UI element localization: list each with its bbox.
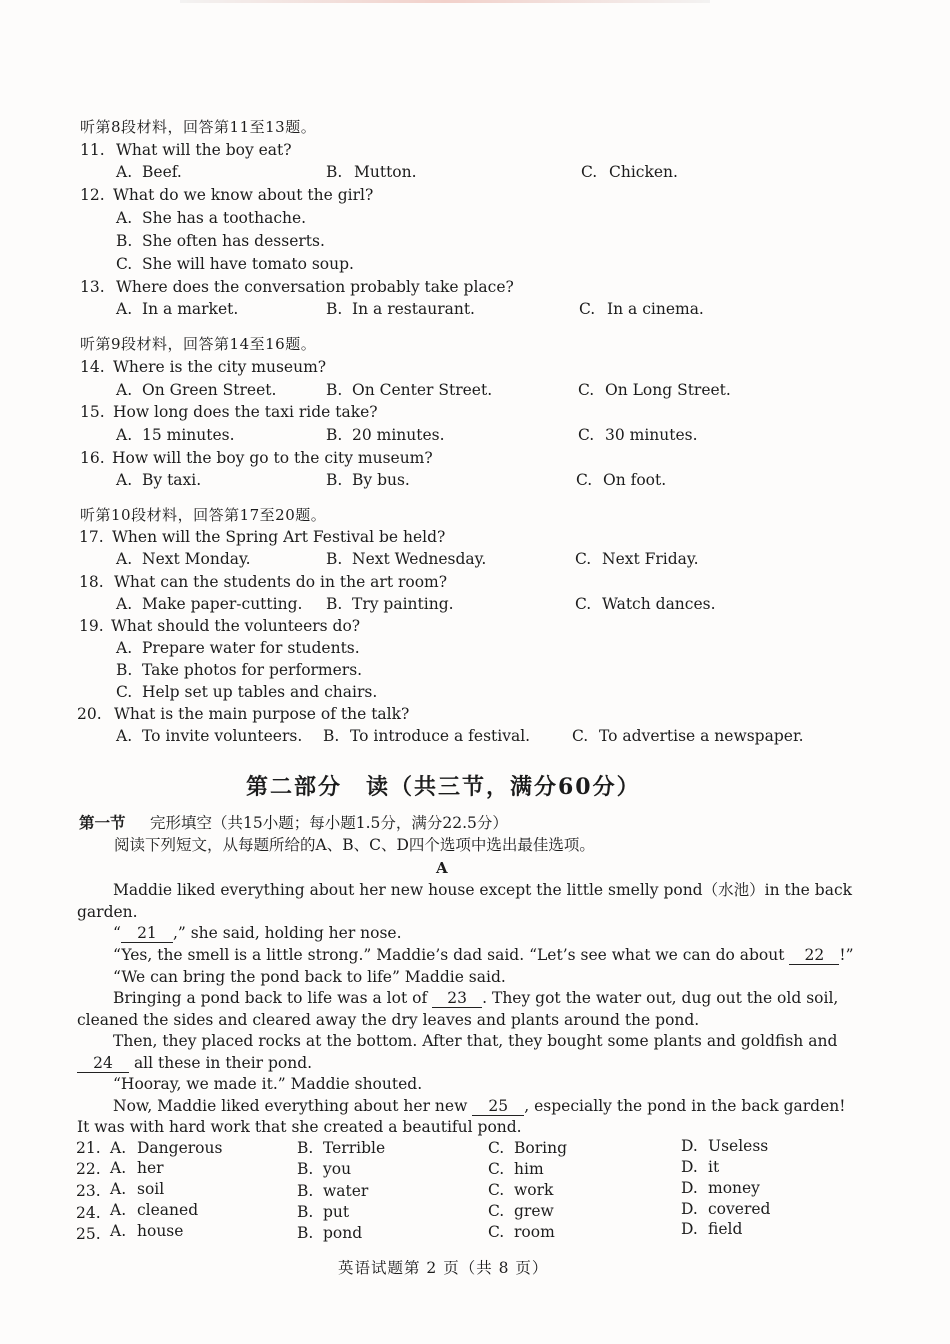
option-label: D. [681, 1137, 698, 1155]
question-number: 13. [80, 278, 105, 296]
question-text: What do we know about the girl? [113, 186, 374, 204]
question-number: 12. [80, 186, 105, 204]
passage-line: Then, they placed rocks at the bottom. After that, they bought some plants and goldfish and [113, 1032, 838, 1050]
option-label: A. [110, 1222, 127, 1240]
page-footer: 英语试题第 2 页（共 8 页） [338, 1259, 549, 1277]
option-text: Dangerous [137, 1139, 223, 1157]
option-text: She has a toothache. [142, 209, 307, 227]
option-label: C. [116, 683, 133, 701]
option-text: 30 minutes. [605, 426, 698, 444]
option-label: B. [297, 1182, 314, 1200]
option-text: Beef. [142, 163, 182, 181]
option-label: B. [116, 232, 133, 250]
option-label: A. [110, 1180, 127, 1198]
cloze-number: 24. [76, 1204, 101, 1222]
question-number: 15. [80, 403, 105, 421]
option-text: Watch dances. [602, 595, 716, 613]
option-label: C. [488, 1202, 505, 1220]
option-label: C. [488, 1139, 505, 1157]
option-label: A. [116, 727, 133, 745]
section-header: 听第9段材料，回答第14至16题。 [80, 335, 317, 353]
option-label: A. [116, 163, 133, 181]
question-text: Where does the conversation probably take place? [116, 278, 514, 296]
option-text: soil [137, 1180, 165, 1198]
option-label: C. [572, 727, 589, 745]
option-label: B. [326, 550, 343, 568]
option-text: house [137, 1222, 184, 1240]
option-text: Make paper-cutting. [142, 595, 303, 613]
passage-line: Bringing a pond back to life was a lot of 23 . They got the water out, dug out the old soil, [113, 989, 839, 1007]
passage-line: “Hooray, we made it.” Maddie shouted. [113, 1075, 423, 1093]
passage-line: cleaned the sides and cleared away the dry leaves and plants around the pond. [77, 1011, 700, 1029]
option-text: room [514, 1223, 555, 1241]
option-label: B. [297, 1224, 314, 1242]
question-text: When will the Spring Art Festival be held? [112, 528, 446, 546]
option-label: D. [681, 1200, 698, 1218]
option-text: 15 minutes. [142, 426, 235, 444]
blank-23: 23 [432, 989, 482, 1008]
option-text: Boring [514, 1139, 567, 1157]
option-label: A. [116, 381, 133, 399]
passage-line: It was with hard work that she created a beautiful pond. [77, 1118, 522, 1136]
question-number: 20. [77, 705, 102, 723]
option-label: B. [297, 1139, 314, 1157]
option-text: Prepare water for students. [142, 639, 360, 657]
option-text: To introduce a festival. [350, 727, 531, 745]
blank-24: 24 [77, 1054, 129, 1073]
scan-edge-mark [180, 0, 710, 3]
passage-line: “We can bring the pond back to life” Maddie said. [113, 968, 506, 986]
option-label: A. [116, 550, 133, 568]
passage-line: Maddie liked everything about her new house except the little smelly pond（水池）in the back [113, 881, 853, 899]
option-label: A. [116, 426, 133, 444]
question-text: What can the students do in the art room? [114, 573, 448, 591]
question-text: What should the volunteers do? [111, 617, 361, 635]
question-number: 19. [79, 617, 104, 635]
blank-21: 21 [121, 924, 173, 943]
passage-line: “Yes, the smell is a little strong.” Maddie’s dad said. “Let’s see what we can do about 22 !” [113, 946, 854, 964]
option-text: On Green Street. [142, 381, 277, 399]
section-header: 听第10段材料，回答第17至20题。 [80, 506, 327, 524]
option-text: cleaned [137, 1201, 199, 1219]
option-label: C. [579, 300, 596, 318]
option-label: B. [297, 1203, 314, 1221]
option-label: C. [578, 426, 595, 444]
option-text: By bus. [352, 471, 410, 489]
question-number: 16. [80, 449, 105, 467]
option-text: Take photos for performers. [142, 661, 363, 679]
option-label: C. [578, 381, 595, 399]
option-label: A. [116, 471, 133, 489]
section-label: 第一节 [79, 813, 126, 832]
passage-line: Now, Maddie liked everything about her new 25 , especially the pond in the back garden! [113, 1097, 846, 1115]
option-label: C. [576, 471, 593, 489]
option-text: To invite volunteers. [142, 727, 303, 745]
section-header: 听第8段材料，回答第11至13题。 [80, 118, 317, 136]
option-label: A. [110, 1139, 127, 1157]
option-label: D. [681, 1158, 698, 1176]
cloze-number: 21. [76, 1139, 101, 1157]
cloze-number: 22. [76, 1160, 101, 1178]
option-text: Mutton. [354, 163, 417, 181]
option-text: Try painting. [352, 595, 454, 613]
question-text: What will the boy eat? [116, 141, 292, 159]
option-text: To advertise a newspaper. [599, 727, 804, 745]
option-label: B. [116, 661, 133, 679]
option-label: C. [581, 163, 598, 181]
option-text: She often has desserts. [142, 232, 325, 250]
option-label: C. [575, 595, 592, 613]
option-text: it [708, 1158, 720, 1176]
part-title: 第二部分 读（共三节，满分60分） [246, 774, 641, 800]
option-label: A. [116, 300, 133, 318]
blank-25: 25 [472, 1097, 524, 1116]
option-label: A. [116, 595, 133, 613]
cloze-number: 25. [76, 1225, 101, 1243]
option-text: him [514, 1160, 544, 1178]
option-text: pond [323, 1224, 363, 1242]
passage-line: 24 all these in their pond. [77, 1052, 312, 1074]
option-text: put [323, 1203, 350, 1221]
option-label: A. [110, 1159, 127, 1177]
option-label: C. [488, 1223, 505, 1241]
question-number: 14. [80, 358, 105, 376]
option-label: A. [116, 209, 133, 227]
question-number: 18. [79, 573, 104, 591]
option-text: On Center Street. [352, 381, 493, 399]
option-label: D. [681, 1179, 698, 1197]
option-label: B. [326, 595, 343, 613]
option-text: grew [514, 1202, 554, 1220]
option-text: work [514, 1181, 554, 1199]
option-text: Chicken. [609, 163, 678, 181]
option-label: C. [488, 1181, 505, 1199]
option-text: money [708, 1179, 760, 1197]
option-label: C. [488, 1160, 505, 1178]
option-text: covered [708, 1200, 771, 1218]
option-text: you [323, 1160, 352, 1178]
option-text: By taxi. [142, 471, 202, 489]
option-text: Useless [708, 1137, 769, 1155]
option-label: B. [326, 300, 343, 318]
option-text: her [137, 1159, 164, 1177]
option-text: Terrible [323, 1139, 386, 1157]
option-label: B. [323, 727, 340, 745]
question-number: 17. [79, 528, 104, 546]
option-label: B. [326, 471, 343, 489]
option-label: A. [110, 1201, 127, 1219]
option-text: 20 minutes. [352, 426, 445, 444]
option-text: In a cinema. [607, 300, 704, 318]
option-label: B. [326, 381, 343, 399]
option-text: Help set up tables and chairs. [142, 683, 378, 701]
question-text: How long does the taxi ride take? [113, 403, 378, 421]
option-text: Next Wednesday. [352, 550, 487, 568]
option-text: water [323, 1182, 369, 1200]
option-label: A. [116, 639, 133, 657]
option-text: In a restaurant. [352, 300, 475, 318]
option-text: On Long Street. [605, 381, 731, 399]
option-text: In a market. [142, 300, 239, 318]
option-text: Next Monday. [142, 550, 251, 568]
option-label: B. [297, 1160, 314, 1178]
question-number: 11. [80, 141, 105, 159]
passage-letter: A [436, 859, 448, 877]
option-text: She will have tomato soup. [142, 255, 354, 273]
passage-line: “ 21 ,” she said, holding her nose. [113, 924, 402, 942]
option-label: C. [116, 255, 133, 273]
option-label: B. [326, 163, 343, 181]
question-text: What is the main purpose of the talk? [114, 705, 410, 723]
option-text: field [708, 1220, 743, 1238]
option-label: C. [575, 550, 592, 568]
question-text: How will the boy go to the city museum? [112, 449, 433, 467]
option-text: On foot. [603, 471, 667, 489]
question-text: Where is the city museum? [113, 358, 327, 376]
instruction: 阅读下列短文，从每题所给的A、B、C、D四个选项中选出最佳选项。 [114, 836, 595, 854]
cloze-number: 23. [76, 1182, 101, 1200]
blank-22: 22 [789, 946, 839, 965]
option-text: Next Friday. [602, 550, 699, 568]
section-title: 完形填空（共15小题；每小题1.5分，满分22.5分） [150, 814, 508, 832]
option-label: B. [326, 426, 343, 444]
passage-line: garden. [77, 903, 138, 921]
option-label: D. [681, 1220, 698, 1238]
